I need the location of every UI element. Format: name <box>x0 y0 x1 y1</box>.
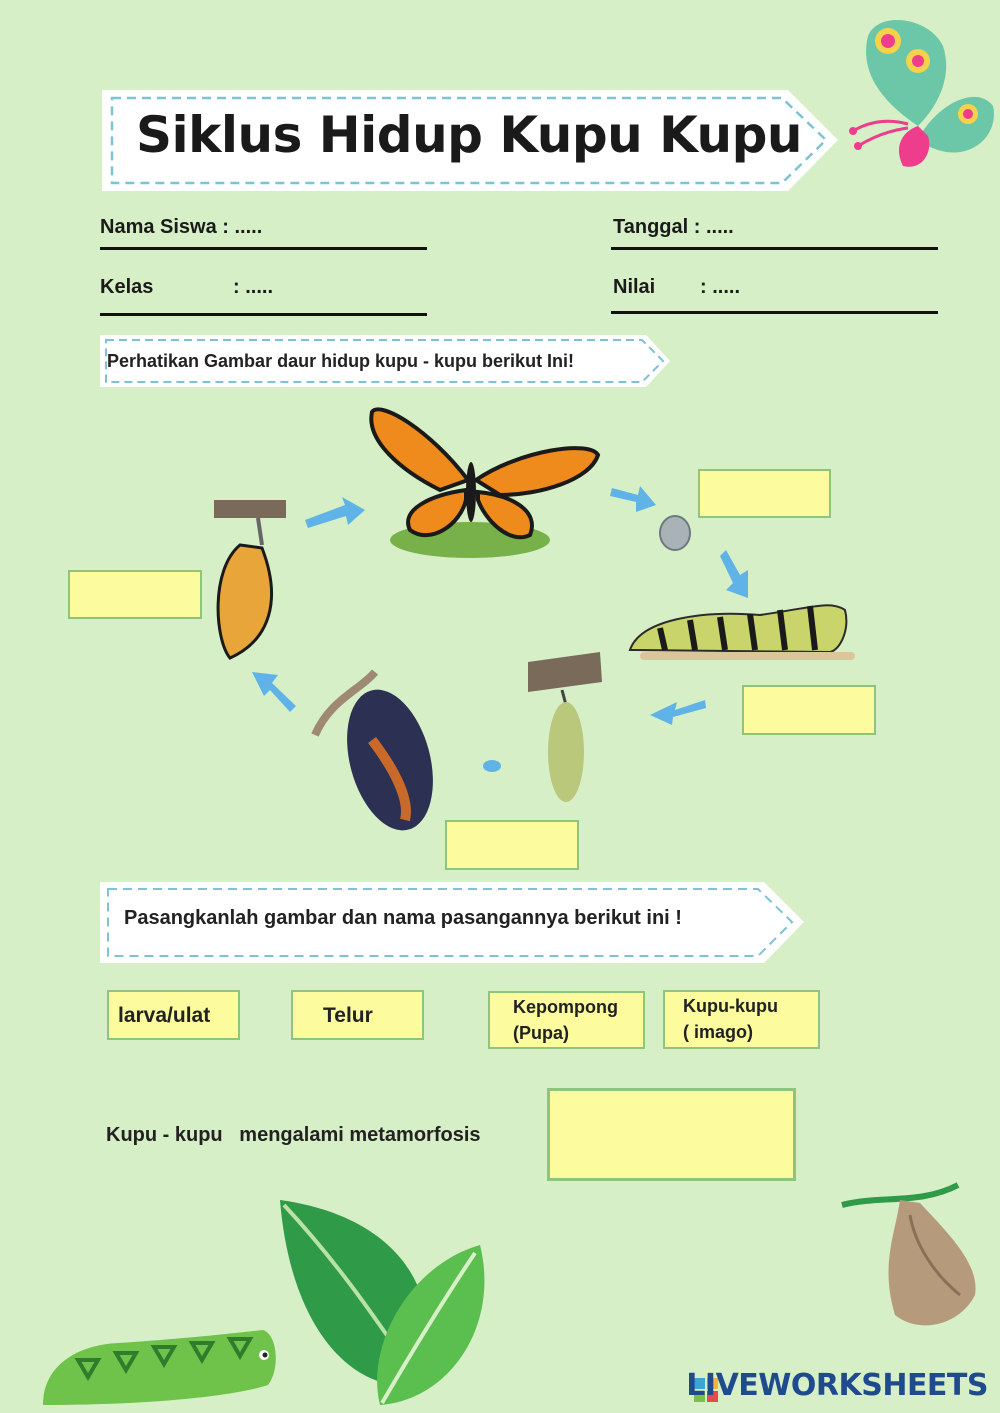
choice-kepompong[interactable] <box>488 991 645 1049</box>
instruction-banner-2 <box>98 880 808 965</box>
leaves-decoration-icon <box>270 1195 500 1413</box>
answer-box-metamorphosis[interactable] <box>547 1088 796 1181</box>
caterpillar-image <box>630 605 855 660</box>
green-chrysalis-image <box>528 652 602 802</box>
metamorphosis-question: Kupu - kupu mengalami metamorfosis <box>106 1124 481 1146</box>
choice-kupu-kupu-line1: Kupu-kupu <box>683 996 778 1016</box>
title-banner <box>98 88 843 193</box>
student-name-label: Nama Siswa : ..... <box>100 216 263 238</box>
instruction-2-text: Pasangkanlah gambar dan nama pasangannya berikut ini ! <box>124 907 682 929</box>
caterpillar-decoration-icon <box>38 1315 283 1413</box>
class-line <box>100 313 427 316</box>
life-cycle-diagram <box>0 395 1000 875</box>
egg-image <box>660 516 690 550</box>
score-value: : ..... <box>700 276 740 298</box>
butterfly-decoration-icon <box>848 6 1000 176</box>
class-label: Kelas <box>100 276 154 298</box>
choice-kupu-kupu[interactable] <box>663 990 820 1049</box>
answer-box-egg[interactable] <box>698 469 831 518</box>
choice-kupu-kupu-line2: ( imago) <box>683 1022 753 1042</box>
answer-box-butterfly[interactable] <box>68 570 202 619</box>
date-label: Tanggal : ..... <box>613 216 734 238</box>
choice-kepompong-line2: (Pupa) <box>513 1023 569 1043</box>
choice-kepompong-line1: Kepompong <box>513 997 618 1017</box>
student-name-line <box>100 247 427 250</box>
choice-larva[interactable] <box>107 990 240 1040</box>
choice-larva-label: larva/ulat <box>118 1004 211 1027</box>
score-label: Nilai <box>613 276 656 298</box>
adult-butterfly-image <box>371 409 598 558</box>
date-line <box>611 247 938 250</box>
answer-box-pupa[interactable] <box>445 820 579 870</box>
choice-telur[interactable] <box>291 990 424 1040</box>
instruction-1-text: Perhatikan Gambar daur hidup kupu - kupu berikut Ini! <box>107 351 575 371</box>
cocoon-decoration-icon <box>840 1175 1000 1335</box>
answer-box-caterpillar[interactable] <box>742 685 876 735</box>
dark-chrysalis-image <box>315 672 447 840</box>
emerging-butterfly-image <box>214 500 286 658</box>
instruction-banner-1 <box>98 333 673 389</box>
page-title: Siklus Hidup Kupu Kupu <box>136 106 802 164</box>
liveworksheets-watermark: LIVEWORKSHEETS <box>686 1368 988 1403</box>
score-line <box>611 311 938 314</box>
class-value: : ..... <box>233 276 273 298</box>
choice-telur-label: Telur <box>323 1004 373 1027</box>
